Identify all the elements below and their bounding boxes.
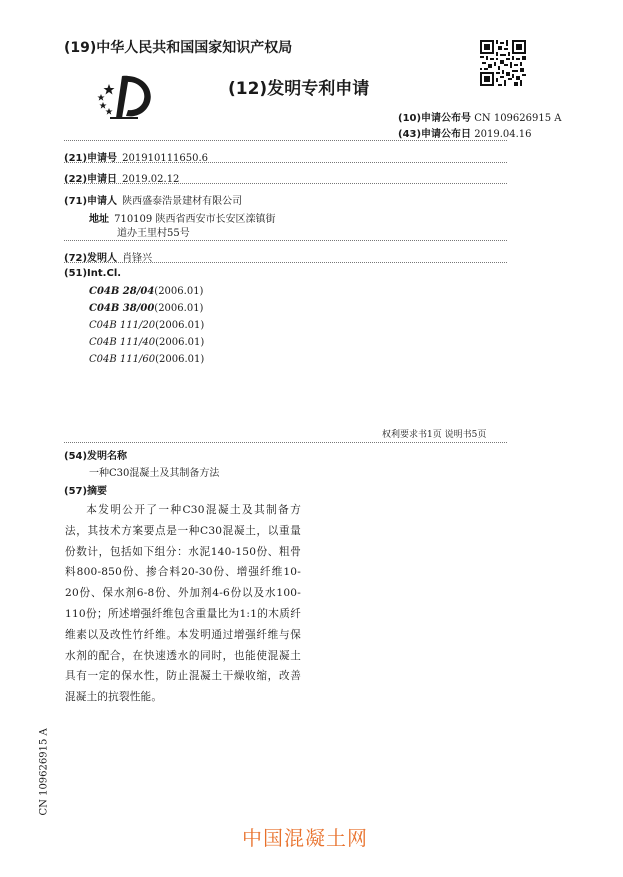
publication-date-line: [398, 125, 532, 140]
int-cl-entry: [89, 354, 204, 371]
inventor-name: 肖锋兴: [122, 253, 153, 264]
ipc-code: C04B 111/60: [89, 354, 156, 365]
cnipa-emblem-icon: [92, 70, 158, 122]
qr-code-icon: [480, 40, 526, 86]
ipc-code: C04B 28/04: [89, 286, 155, 297]
applicant-line: [64, 189, 242, 208]
invention-title: 一种C30混凝土及其制备方法: [89, 468, 220, 479]
ipc-code: C04B 111/40: [89, 337, 156, 348]
ipc-code: C04B 38/00: [89, 303, 155, 314]
top-divider: [64, 140, 507, 141]
int-cl-entry: [89, 286, 204, 303]
int-cl-label: (51)Int.Cl.: [64, 268, 122, 279]
application-date: 2019.02.12: [122, 174, 180, 185]
document-type-heading: (12)发明专利申请: [228, 79, 370, 99]
abstract-label: (57)摘要: [64, 486, 108, 497]
divider: [64, 262, 507, 263]
application-number: 201910111650.6: [122, 153, 209, 164]
int-cl-entry: [89, 320, 204, 337]
ipc-version: (2006.01): [155, 337, 205, 348]
divider: [64, 162, 507, 163]
side-publication-number: CN 109626915 A: [38, 728, 50, 816]
int-cl-entry: [89, 303, 204, 320]
publication-number-line: [398, 109, 562, 124]
address-text-continued: 道办王里村55号: [117, 228, 190, 239]
abstract-text: 本发明公开了一种C30混凝土及其制备方法，其技术方案要点是一种C30混凝土，以重量份数计，包括如下组分：水泥140-150份、粗骨料800-850份、掺合料20-30份、增强纤维10-20份、保水剂6-8份、外加剂4-6份以及水100-110份；所述增强纤维包含重量比为1:1的木质纤维素以及改性竹纤维。本发明通过增强纤维与保水剂的配合，在快速透水的同时，也能使混凝土具有一定的保水性，防止混凝土干燥收缩，改善混凝土的抗裂性能。: [65, 504, 301, 704]
watermark-text: 中国混凝土网: [242, 826, 368, 850]
inventor-label: (72)发明人: [64, 253, 118, 264]
address-text: 710109 陕西省西安市长安区滦镇街: [114, 214, 276, 225]
ipc-version: (2006.01): [155, 320, 205, 331]
publication-number-label: (10)申请公布号: [398, 113, 472, 124]
divider: [64, 183, 507, 184]
ipc-code: C04B 111/20: [89, 320, 156, 331]
ipc-version: (2006.01): [155, 354, 205, 365]
invention-title-label: (54)发明名称: [64, 451, 128, 462]
divider: [64, 240, 507, 241]
patent-office-heading: (19)中华人民共和国国家知识产权局: [64, 40, 293, 56]
publication-number: CN 109626915 A: [474, 113, 562, 124]
publication-date-label: (43)申请公布日: [398, 129, 472, 140]
divider: [64, 442, 507, 443]
application-number-label: (21)申请号: [64, 153, 118, 164]
int-cl-list: [89, 286, 204, 371]
publication-date: 2019.04.16: [474, 129, 532, 140]
address-label: 地址: [89, 214, 109, 225]
pages-note: 权利要求书1页 说明书5页: [382, 430, 487, 440]
ipc-version: (2006.01): [154, 286, 204, 297]
ipc-version: (2006.01): [154, 303, 204, 314]
int-cl-entry: [89, 337, 204, 354]
application-date-label: (22)申请日: [64, 174, 118, 185]
applicant-name: 陕西盛泰浩景建材有限公司: [122, 196, 243, 207]
applicant-label: (71)申请人: [64, 196, 118, 207]
